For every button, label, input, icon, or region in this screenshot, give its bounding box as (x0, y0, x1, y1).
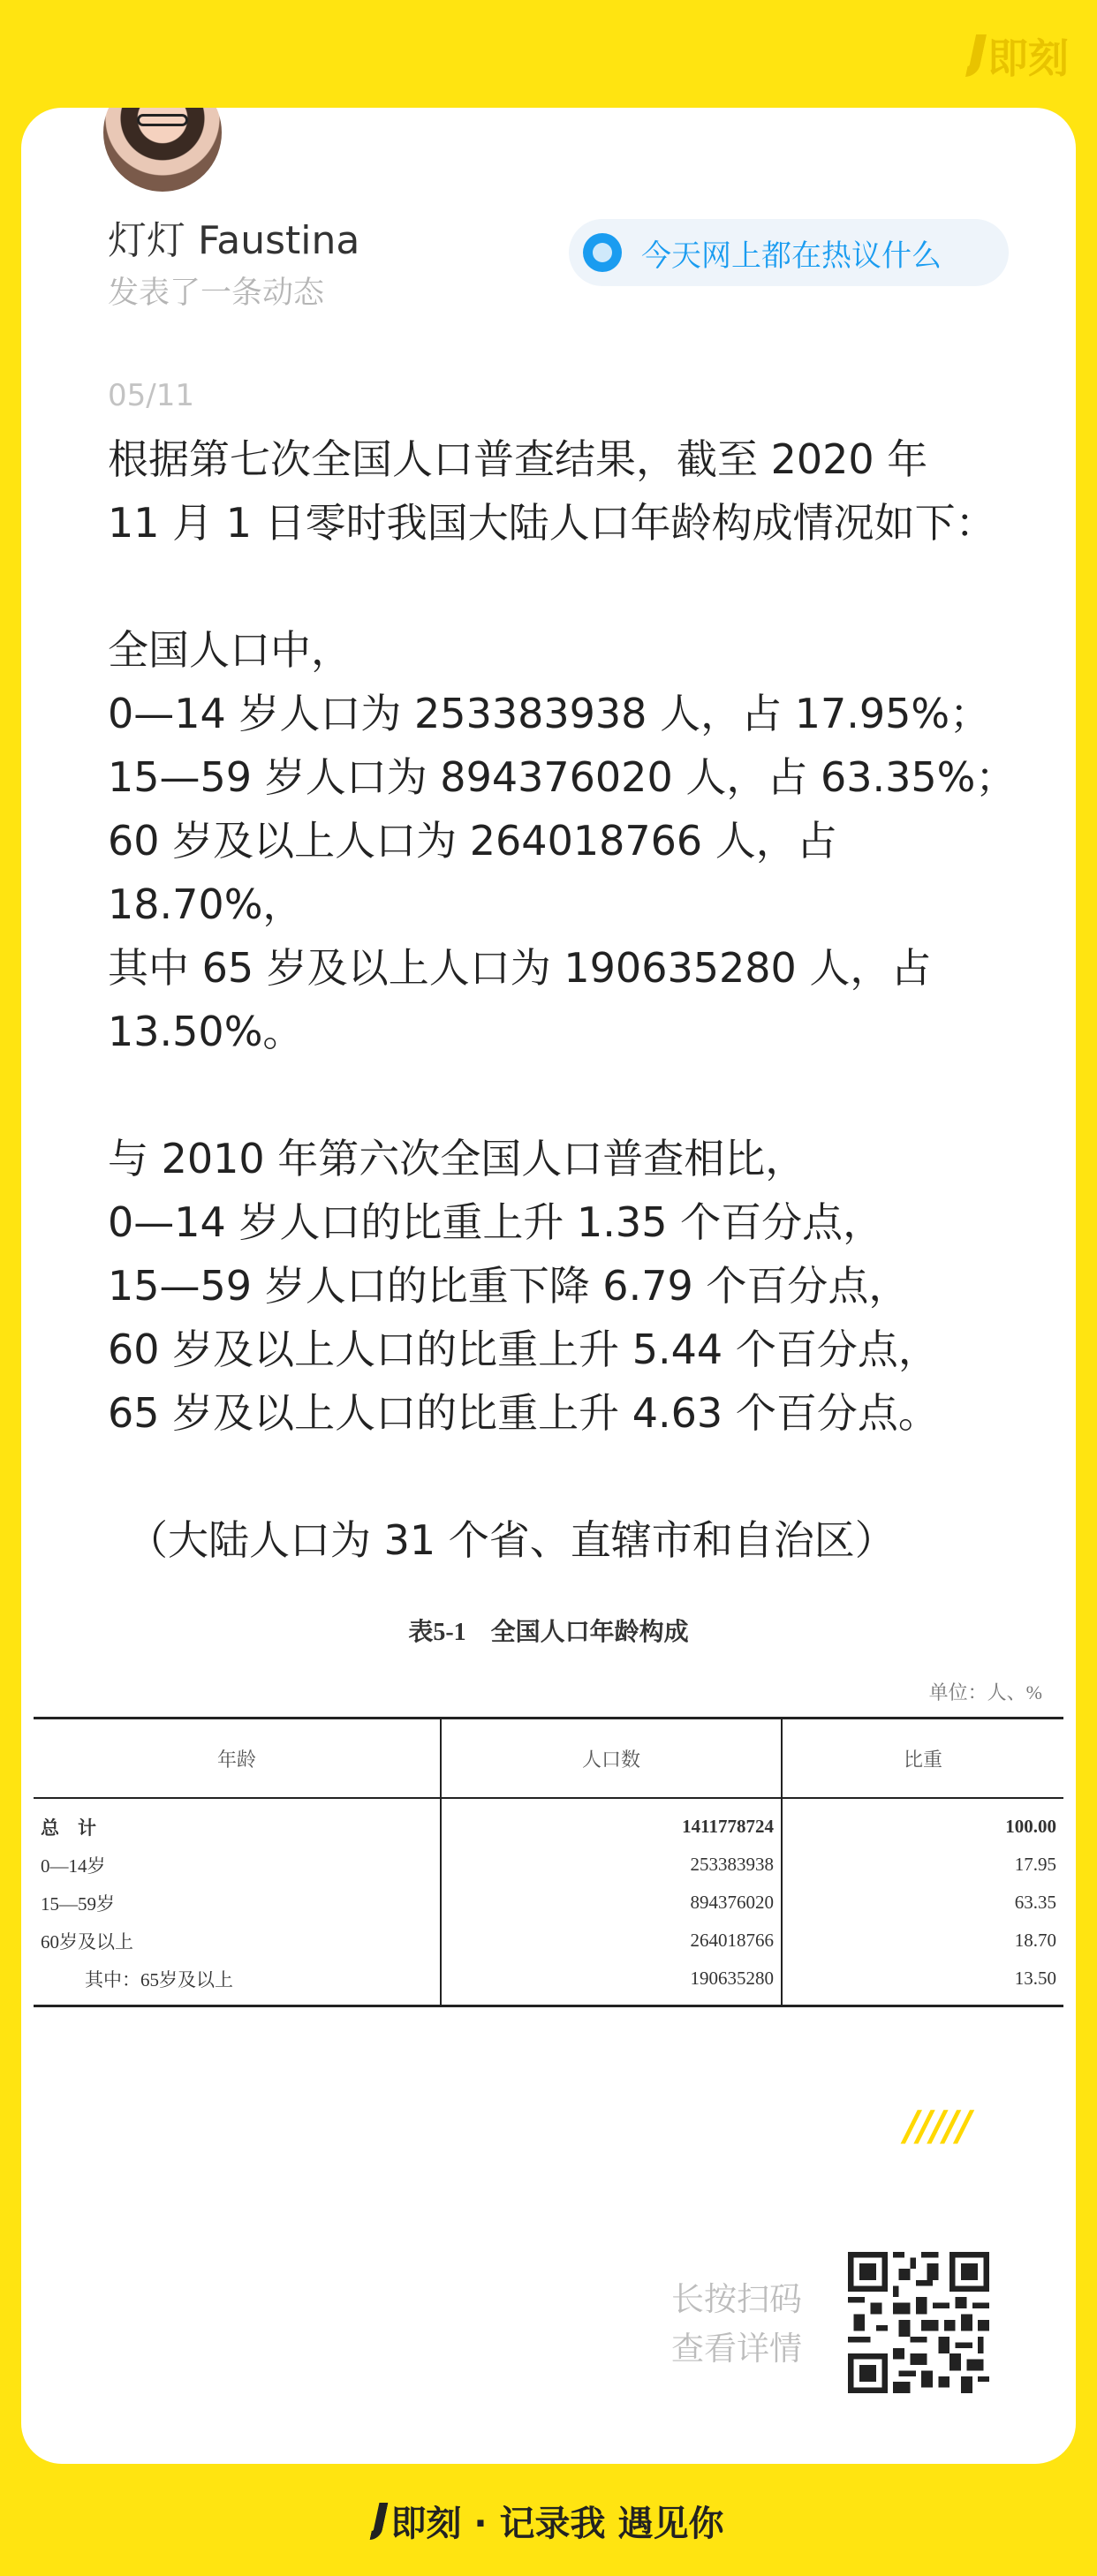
cell-age: 15—59岁 (41, 1892, 115, 1915)
cell-share: 13.50 (782, 1960, 1063, 2006)
cell-share: 63.35 (782, 1884, 1063, 1922)
cell-age: 60岁及以上 (41, 1930, 133, 1953)
column-header-population: 人口数 (441, 1719, 782, 1799)
post-line (108, 555, 1018, 618)
cell-share: 100.00 (782, 1798, 1063, 1846)
cell-population: 253383938 (441, 1846, 782, 1884)
qr-code-icon[interactable] (848, 2252, 989, 2393)
table-row (34, 1922, 1063, 1960)
post-line: 13.50%。 (108, 1008, 304, 1055)
census-table-image[interactable] (34, 1613, 1063, 2134)
cell-population: 264018766 (441, 1922, 782, 1960)
cell-share: 17.95 (782, 1846, 1063, 1884)
cell-age: 0—14岁 (41, 1855, 106, 1877)
cell-age: 其中：65岁及以上 (34, 1960, 441, 2006)
post-line: 60 岁及以上人口为 264018766 人，占 (108, 817, 837, 865)
post-line: 0—14 岁人口为 253383938 人，占 17.95%； (108, 690, 991, 737)
table-row (34, 1884, 1063, 1922)
topic-label: 今天网上都在热议什么 (641, 238, 942, 274)
table-row (34, 1846, 1063, 1884)
footer-slogan (0, 2496, 1097, 2546)
topic-circle-icon (583, 233, 622, 272)
post-line (108, 1063, 1018, 1127)
cell-share: 18.70 (782, 1922, 1063, 1960)
post-date: 05/11 (108, 378, 194, 413)
post-card (21, 108, 1076, 2464)
author-action: 发表了一条动态 (108, 276, 325, 311)
cell-population: 1411778724 (441, 1798, 782, 1846)
post-line: （大陆人口为 31 个省、直辖市和自治区） (127, 1516, 896, 1564)
cell-age: 总 计 (41, 1817, 96, 1839)
post-line: 其中 65 岁及以上人口为 190635280 人，占 (108, 944, 932, 992)
column-header-age: 年龄 (34, 1719, 441, 1799)
cell-population: 894376020 (441, 1884, 782, 1922)
post-line: 11 月 1 日零时我国大陆人口年龄构成情况如下： (108, 499, 996, 547)
post-line: 65 岁及以上人口的比重上升 4.63 个百分点。 (108, 1389, 939, 1437)
avatar[interactable] (99, 108, 226, 196)
brand-name: 即刻 (987, 34, 1069, 82)
post-line: 15—59 岁人口的比重下降 6.79 个百分点， (108, 1262, 910, 1310)
post-line: 全国人口中， (108, 626, 352, 674)
cell-population: 190635280 (441, 1960, 782, 2006)
column-header-share: 比重 (782, 1719, 1063, 1799)
post-line: 15—59 岁人口为 894376020 人，占 63.35%； (108, 753, 1017, 801)
post-line: 18.70%， (108, 880, 304, 928)
census-table (34, 1717, 1063, 2007)
jike-logo-icon (369, 2503, 388, 2540)
post-line (108, 1445, 1018, 1508)
post-line: 根据第七次全国人口普查结果，截至 2020 年 (108, 435, 928, 483)
scan-hint-line1: 长按扫码 (671, 2280, 802, 2318)
table-row (34, 1960, 1063, 2006)
table-row (34, 1798, 1063, 1846)
table-unit: 单位：人、% (928, 1681, 1042, 1703)
author-name[interactable]: 灯灯 Faustina (108, 218, 360, 263)
post-body (108, 427, 1018, 1572)
scan-hint (671, 2275, 802, 2374)
post-line: 60 岁及以上人口的比重上升 5.44 个百分点， (108, 1326, 939, 1373)
post-line: 0—14 岁人口的比重上升 1.35 个百分点， (108, 1198, 884, 1246)
slash-decoration: ///// (904, 2102, 971, 2149)
jike-logo-icon (965, 34, 987, 77)
topic-chip[interactable] (569, 219, 1009, 286)
table-title: 表5-1 全国人口年龄构成 (408, 1619, 689, 1646)
scan-hint-line2: 查看详情 (671, 2330, 802, 2368)
brand-logo (970, 26, 1069, 85)
post-line: 与 2010 年第六次全国人口普查相比， (108, 1135, 806, 1182)
slogan-text: 即刻 · 记录我 遇见你 (390, 2504, 724, 2544)
